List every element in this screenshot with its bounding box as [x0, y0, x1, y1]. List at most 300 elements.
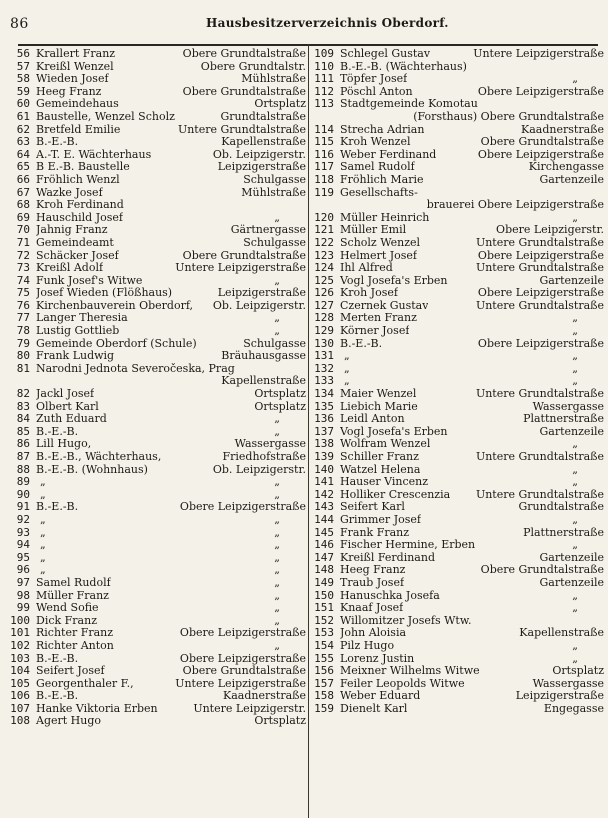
owner-name: Seifert Karl — [340, 501, 405, 514]
directory-entry — [312, 287, 604, 300]
entry-line — [340, 703, 604, 716]
directory-entry — [312, 61, 604, 74]
entry-body — [36, 111, 306, 124]
entry-body — [340, 476, 604, 489]
owner-name: Weber Ferdinand — [340, 148, 437, 161]
directory-entry — [312, 363, 604, 376]
street-name: Mühlstraße — [241, 72, 306, 86]
house-number: 147 — [314, 550, 334, 564]
house-number: 128 — [314, 311, 334, 325]
owner-name: Heeg Franz — [340, 564, 406, 577]
street-name: „ — [572, 588, 578, 602]
street-name: Ob. Leipzigerstr. — [212, 298, 306, 312]
entry-body — [340, 338, 604, 351]
street-name: „ — [572, 374, 578, 388]
entry-line — [340, 451, 604, 464]
entry-line — [36, 262, 306, 275]
owner-name: Czernek Gustav — [340, 299, 429, 312]
entry-body — [340, 48, 604, 61]
owner-name: „ — [344, 362, 350, 375]
directory-entry — [8, 590, 306, 603]
directory-entry — [8, 388, 306, 401]
entry-line — [36, 237, 306, 250]
entry-line — [36, 388, 306, 401]
entry-line — [340, 174, 604, 187]
house-number: 122 — [314, 235, 334, 249]
owner-name: Vogl Josefa's Erben — [340, 274, 448, 287]
entry-line — [340, 237, 604, 250]
entry-body — [340, 136, 604, 149]
entry-line — [36, 73, 306, 86]
owner-name: Fischer Hermine, Erben — [340, 539, 476, 552]
street-name: Leipzigerstraße — [217, 160, 306, 174]
entry-body — [340, 300, 604, 313]
owner-name: Hauschild Josef — [36, 211, 123, 224]
directory-entry — [8, 111, 306, 124]
street-name: „ — [572, 512, 578, 526]
house-number: 133 — [314, 374, 334, 388]
directory-entry — [312, 602, 604, 615]
street-name: „ — [274, 638, 280, 652]
entry-body — [36, 300, 306, 313]
directory-entry — [312, 262, 604, 275]
street-name: „ — [274, 273, 280, 287]
house-number: 76 — [16, 298, 30, 312]
street-name: „ — [274, 563, 280, 577]
entry-body — [36, 564, 306, 577]
entry-body — [36, 174, 306, 187]
house-number: 145 — [314, 525, 334, 539]
entry-body — [36, 287, 306, 300]
entry-line — [36, 527, 306, 540]
street-name: Schulgasse — [243, 172, 306, 186]
house-number: 135 — [314, 399, 334, 413]
owner-name: B.-E.-B. — [36, 136, 79, 149]
entry-line — [340, 325, 604, 338]
house-number: 83 — [16, 399, 30, 413]
owner-name: Dienelt Karl — [340, 702, 408, 715]
house-number: 112 — [314, 84, 334, 98]
entry-line — [340, 665, 604, 678]
street-name: Gartenzeile — [539, 273, 604, 287]
street-name: Engegasse — [543, 701, 604, 715]
entry-line — [36, 464, 306, 477]
owner-name: Frank Ludwig — [36, 350, 115, 363]
owner-name: Müller Franz — [36, 589, 109, 602]
street-name: Kapellenstraße — [221, 135, 306, 149]
house-number: 143 — [314, 500, 334, 514]
entry-body — [340, 73, 604, 86]
directory-entry — [8, 48, 306, 61]
owner-name: B.-E.-B. — [36, 501, 79, 514]
house-number: 99 — [16, 601, 30, 615]
entry-line — [36, 187, 306, 200]
house-number: 115 — [314, 135, 334, 149]
owner-name: Schlegel Gustav — [340, 48, 431, 60]
street-name: Grundtalstraße — [518, 500, 604, 514]
directory-entry — [8, 363, 306, 388]
owner-name: Hauser Vincenz — [340, 476, 429, 489]
house-number: 80 — [16, 349, 30, 363]
owner-name: Funk Josef's Witwe — [36, 274, 143, 287]
entry-line — [36, 350, 306, 363]
owner-name: Müller Heinrich — [340, 211, 430, 224]
entry-line — [340, 577, 604, 590]
house-number: 57 — [16, 59, 30, 73]
entry-line — [340, 690, 604, 703]
owner-name: Jahnig Franz — [36, 224, 108, 237]
house-number: 142 — [314, 487, 334, 501]
entry-body — [340, 577, 604, 590]
entry-line — [340, 640, 604, 653]
owner-name: Strecha Adrian — [340, 123, 425, 136]
street-name: Wassergasse — [234, 437, 306, 451]
owner-name: Frank Franz — [340, 526, 410, 539]
house-number: 148 — [314, 563, 334, 577]
entry-line — [36, 136, 306, 149]
entry-line — [340, 48, 604, 61]
entry-body — [340, 61, 604, 74]
house-number: 106 — [10, 689, 30, 703]
owner-name: Agert Hugo — [36, 715, 102, 728]
owner-name: Knaaf Josef — [340, 602, 404, 615]
entry-line — [340, 350, 604, 363]
street-name: Obere Leipzigerstraße — [477, 286, 604, 300]
house-number: 141 — [314, 475, 334, 489]
owner-name: Leidl Anton — [340, 413, 405, 426]
street-name: Obere Leipzigerstraße — [477, 147, 604, 161]
house-number: 79 — [16, 336, 30, 350]
street-name: Untere Leipzigerstraße — [175, 261, 306, 275]
entry-body — [36, 363, 306, 388]
house-number: 65 — [16, 160, 30, 174]
directory-entry — [312, 413, 604, 426]
owner-name: Zuth Eduard — [36, 413, 107, 426]
street-name: Untere Grundtalstraße — [475, 487, 604, 501]
house-number: 132 — [314, 361, 334, 375]
street-name: Obere Grundtalstraße — [182, 248, 306, 262]
entry-line — [340, 602, 604, 615]
owner-name: „ — [40, 513, 46, 526]
entry-body — [340, 325, 604, 338]
street-name: „ — [572, 475, 578, 489]
owner-name: „ — [40, 551, 46, 564]
owner-name: Bretfeld Emilie — [36, 123, 121, 136]
street-name: Bräuhausgasse — [221, 349, 306, 363]
directory-entry — [312, 627, 604, 640]
right-column — [312, 48, 604, 715]
entry-line — [340, 136, 604, 149]
entry-line — [340, 61, 604, 74]
owner-name: „ — [40, 526, 46, 539]
street-name: Ortsplatz — [254, 714, 306, 728]
house-number: 72 — [16, 248, 30, 262]
owner-name: Helmert Josef — [340, 249, 417, 262]
street-name: Obere Leipzigerstraße — [477, 336, 604, 350]
directory-entry — [312, 665, 604, 678]
house-number: 103 — [10, 651, 30, 665]
house-number: 146 — [314, 538, 334, 552]
owner-name: Gemeinde Oberdorf (Schule) — [36, 337, 197, 350]
street-name: Ortsplatz — [254, 387, 306, 401]
street-name: Ortsplatz — [254, 399, 306, 413]
entry-body — [36, 312, 306, 325]
house-number: 121 — [314, 223, 334, 237]
street-name: Untere Leipzigerstraße — [175, 676, 306, 690]
house-number: 155 — [314, 651, 334, 665]
street-name: „ — [274, 324, 280, 338]
house-number: 118 — [314, 172, 334, 186]
owner-name: Narodni Jednota Severočeska, Prag — [36, 362, 235, 375]
street-name: Kapellenstraße — [519, 626, 604, 640]
street-name — [302, 199, 306, 212]
house-number: 117 — [314, 160, 334, 174]
owner-name: B.-E.-B. — [36, 652, 79, 665]
owner-name: Töpfer Josef — [340, 73, 408, 86]
street-name: „ — [572, 651, 578, 665]
entry-line — [340, 338, 604, 351]
entry-body — [340, 703, 604, 716]
owner-name: Josef Wieden (Flößhaus) — [36, 287, 173, 300]
directory-entry — [8, 564, 306, 577]
house-number: 71 — [16, 235, 30, 249]
street-name: „ — [572, 324, 578, 338]
directory-entry — [8, 237, 306, 250]
owner-name: Meixner Wilhelms Witwe — [340, 665, 480, 678]
entry-line — [340, 300, 604, 313]
owner-name: Dick Franz — [36, 614, 97, 627]
entry-line — [36, 640, 306, 653]
street-name: Untere Grundtalstraße — [475, 261, 604, 275]
owner-name: Fröhlich Wenzl — [36, 173, 120, 186]
entry-body — [36, 451, 306, 464]
entry-line — [36, 715, 306, 728]
directory-entry — [312, 350, 604, 363]
owner-name: B.-E.-B. — [36, 425, 79, 438]
house-number: 87 — [16, 450, 30, 463]
house-number: 138 — [314, 437, 334, 451]
directory-entry — [8, 451, 306, 464]
street-name: Schulgasse — [243, 235, 306, 249]
directory-entry — [312, 464, 604, 477]
directory-entry — [8, 300, 306, 313]
house-number: 66 — [16, 172, 30, 186]
owner-name: B.-E.-B., Wächterhaus, — [36, 451, 162, 463]
directory-entry — [312, 338, 604, 351]
house-number: 89 — [16, 475, 30, 489]
entry-line — [340, 312, 604, 325]
house-number: 94 — [16, 538, 30, 552]
house-number: 88 — [16, 462, 30, 476]
entry-line — [36, 199, 306, 212]
owner-name: Lorenz Justin — [340, 652, 415, 665]
street-name: Gartenzeile — [539, 550, 604, 564]
entry-body — [36, 73, 306, 86]
entry-line — [36, 451, 306, 464]
house-number: 136 — [314, 412, 334, 426]
house-number: 110 — [314, 59, 334, 73]
street-name: Untere Grundtalstraße — [475, 450, 604, 463]
directory-entry — [8, 401, 306, 414]
house-number: 111 — [314, 72, 334, 86]
entry-body — [340, 174, 604, 187]
entry-body — [36, 401, 306, 414]
house-number: 70 — [16, 223, 30, 237]
entry-line — [36, 602, 306, 615]
street-name: Ortsplatz — [254, 97, 306, 111]
street-name: Obere Grundtalstraße — [182, 47, 306, 60]
house-number: 90 — [16, 487, 30, 501]
house-number: 84 — [16, 412, 30, 426]
entry-body — [36, 413, 306, 426]
directory-entry — [8, 640, 306, 653]
owner-name: Liebich Marie — [340, 400, 418, 413]
owner-name: „ — [40, 539, 46, 552]
house-number: 125 — [314, 273, 334, 287]
house-number: 140 — [314, 462, 334, 476]
owner-name: Kreißl Wenzel — [36, 60, 114, 73]
owner-name: Wolfram Wenzel — [340, 438, 431, 451]
house-number: 92 — [16, 512, 30, 526]
house-number: 85 — [16, 424, 30, 438]
owner-name: Ihl Alfred — [340, 262, 393, 275]
owner-name: Merten Franz — [340, 312, 417, 325]
entry-body — [340, 312, 604, 325]
house-number: 159 — [314, 701, 334, 715]
street-name: Ob. Leipzigerstr. — [212, 147, 306, 161]
house-number: 73 — [16, 261, 30, 275]
owner-name: Maier Wenzel — [340, 388, 417, 401]
house-number: 56 — [16, 47, 30, 60]
entry-body — [36, 514, 306, 527]
street-name: Ob. Leipzigerstr. — [212, 462, 306, 476]
house-number: 69 — [16, 210, 30, 224]
entry-line — [36, 577, 306, 590]
house-number: 149 — [314, 575, 334, 589]
directory-entry — [8, 287, 306, 300]
house-number: 158 — [314, 689, 334, 703]
owner-name: Watzel Helena — [340, 463, 421, 476]
entry-line — [340, 501, 604, 514]
owner-name: B.-E.-B. — [36, 690, 79, 703]
owner-name: Samel Rudolf — [36, 576, 111, 589]
house-number: 153 — [314, 626, 334, 640]
house-number: 108 — [10, 714, 30, 728]
directory-entry — [312, 590, 604, 603]
directory-entry — [8, 514, 306, 527]
directory-entry — [8, 476, 306, 489]
street-name: Obere Leipzigerstraße — [477, 248, 604, 262]
house-number: 154 — [314, 638, 334, 652]
entry-line — [340, 388, 604, 401]
street-name: Obere Grundtalstraße — [182, 664, 306, 678]
directory-entry — [8, 187, 306, 200]
entry-body — [340, 590, 604, 603]
house-number: 63 — [16, 135, 30, 149]
street-name: Untere Grundtalstraße — [475, 387, 604, 401]
street-name: „ — [274, 424, 280, 438]
entry-body — [36, 640, 306, 653]
house-number: 81 — [16, 361, 30, 375]
street-name: „ — [274, 412, 280, 426]
street-name: Plattnerstraße — [523, 525, 604, 539]
page-number: 86 — [10, 16, 29, 32]
street-name: Ortsplatz — [552, 664, 604, 678]
owner-name: Gemeindeamt — [36, 236, 114, 249]
entry-line — [36, 627, 306, 640]
house-number: 58 — [16, 72, 30, 86]
street-name: Leipzigerstraße — [217, 286, 306, 300]
owner-name: Gemeindehaus — [36, 98, 119, 111]
directory-entry — [312, 501, 604, 514]
entry-body — [36, 539, 306, 552]
directory-entry — [8, 627, 306, 640]
owner-name: Kroh Wenzel — [340, 136, 411, 149]
directory-entry — [312, 640, 604, 653]
house-number: 109 — [314, 47, 334, 60]
entry-line — [36, 665, 306, 678]
directory-entry — [312, 325, 604, 338]
entry-line — [36, 287, 306, 300]
entry-body — [340, 602, 604, 615]
directory-entry — [312, 388, 604, 401]
entry-body — [340, 237, 604, 250]
owner-name: Georgenthaler F., — [36, 677, 134, 690]
owner-name: Feiler Leopolds Witwe — [340, 677, 465, 690]
directory-entry — [8, 602, 306, 615]
directory-entry — [312, 426, 604, 439]
house-number: 78 — [16, 324, 30, 338]
street-name: Obere Leipzigerstraße — [179, 500, 306, 514]
entry-body — [36, 527, 306, 540]
house-number: 68 — [16, 198, 30, 212]
street-name: „ — [572, 361, 578, 375]
entry-body — [36, 464, 306, 477]
owner-name: Richter Anton — [36, 639, 114, 652]
entry-body — [340, 464, 604, 477]
directory-entry — [312, 476, 604, 489]
entry-body — [340, 262, 604, 275]
entry-line — [340, 426, 604, 439]
house-number: 95 — [16, 550, 30, 564]
street-name: „ — [572, 311, 578, 325]
owner-name: Gesellschafts- — [340, 186, 418, 199]
house-number: 126 — [314, 286, 334, 300]
directory-entry — [312, 577, 604, 590]
entry-line — [36, 111, 306, 124]
entry-line — [340, 464, 604, 477]
owner-name: Kreißl Adolf — [36, 262, 104, 275]
street-name: Grundtalstraße — [220, 109, 306, 123]
street-name: Obere Leipzigerstraße — [477, 84, 604, 98]
owner-name: Kroh Josef — [340, 287, 398, 300]
directory-entry — [8, 312, 306, 325]
street-name: Gartenzeile — [539, 424, 604, 438]
entry-body — [36, 199, 306, 212]
house-number: 156 — [314, 664, 334, 678]
entry-line — [36, 174, 306, 187]
house-number: 113 — [314, 97, 334, 111]
entry-body — [340, 426, 604, 439]
directory-entry — [8, 174, 306, 187]
house-number: 131 — [314, 349, 334, 363]
entry-line — [36, 476, 306, 489]
street-name: Plattnerstraße — [523, 412, 604, 426]
entry-body — [36, 590, 306, 603]
street-name: „ — [274, 575, 280, 589]
street-name: „ — [572, 601, 578, 615]
entry-continuation: (Forsthaus) Obere Grundtalstraße — [413, 109, 604, 123]
